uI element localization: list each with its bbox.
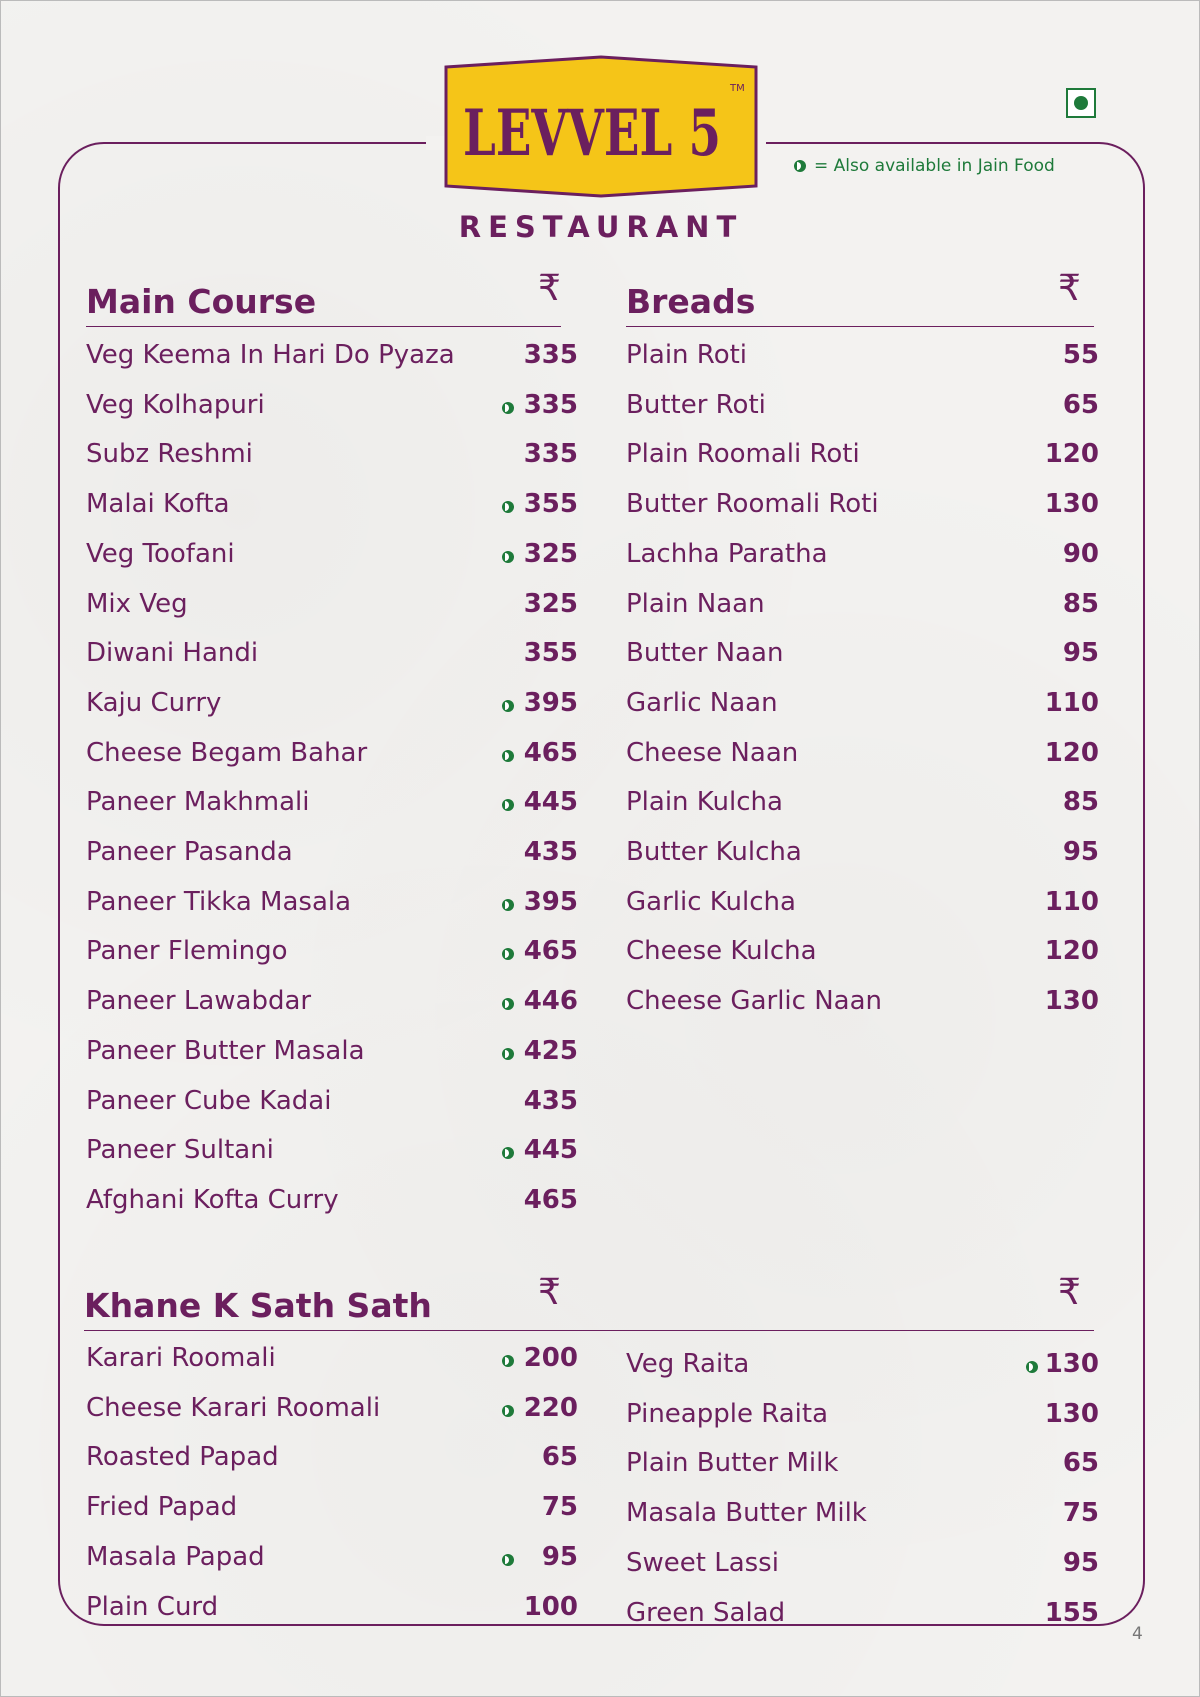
menu-item-name: Sweet Lassi [626,1547,779,1578]
page-number: 4 [1132,1624,1143,1644]
menu-item-name: Cheese Begam Bahar [86,737,368,768]
menu-item-name: Paneer Butter Masala [86,1035,365,1066]
menu-item-price: 95 [1062,1547,1099,1578]
menu-item-price: 100 [523,1591,578,1622]
menu-item-name: Butter Roti [626,389,766,420]
menu-item-price: 120 [1044,737,1099,768]
menu-item-price: 465 [523,1184,578,1215]
menu-item-price: 435 [523,837,578,867]
menu-item-name: Paner Flemingo [86,936,288,967]
menu-item-name: Veg Raita [626,1349,750,1379]
menu-item-name: Paneer Tikka Masala [86,886,352,917]
menu-item-price: 65 [1062,389,1099,420]
menu-item-name: Mix Veg [86,588,188,619]
menu-item-price: 95 [1062,638,1099,669]
jain-icon [502,1405,514,1417]
jain-icon [502,551,514,563]
menu-item-price: 200 [523,1343,578,1373]
menu-item-name: Butter Kulcha [626,837,802,867]
menu-item-price: 155 [1044,1597,1099,1628]
jain-icon [502,700,514,712]
menu-item-name: Butter Roomali Roti [626,489,879,520]
menu-item-name: Veg Toofani [86,538,235,569]
jain-icon [502,501,514,513]
menu-item-name: Malai Kofta [86,489,230,520]
menu-item-price: 120 [1044,439,1099,470]
menu-item-price: 95 [1062,837,1099,867]
menu-item-price: 130 [1044,1349,1099,1379]
divider [626,326,1094,327]
jain-icon [502,1355,514,1367]
rupee-icon: ₹ [1058,1272,1081,1313]
menu-item-price: 445 [523,787,578,818]
menu-item-name: Cheese Karari Roomali [86,1392,381,1423]
menu-item-name: Veg Keema In Hari Do Pyaza [86,340,455,370]
menu-item-name: Masala Papad [86,1541,265,1572]
menu-item-price: 445 [523,1135,578,1166]
jain-icon [502,402,514,414]
menu-item-name: Masala Butter Milk [626,1498,867,1529]
menu-item-name: Paneer Sultani [86,1135,274,1166]
menu-item-price: 325 [523,538,578,569]
rupee-icon: ₹ [538,268,561,309]
menu-item-name: Plain Roomali Roti [626,439,860,470]
menu-item-price: 130 [1044,489,1099,520]
jain-icon [502,998,514,1010]
brand-logo [442,55,760,198]
menu-item-name: Diwani Handi [86,638,259,669]
menu-item-price: 130 [1044,1398,1099,1429]
menu-item-name: Garlic Kulcha [626,886,796,917]
menu-item-name: Paneer Makhmali [86,787,310,818]
jain-icon [1026,1361,1038,1373]
menu-item-name: Veg Kolhapuri [86,389,265,420]
menu-item-name: Cheese Naan [626,737,799,768]
menu-item-price: 425 [523,1035,578,1066]
menu-item-price: 465 [523,737,578,768]
menu-item-name: Paneer Lawabdar [86,986,312,1017]
menu-item-price: 395 [523,886,578,917]
menu-item-price: 335 [523,340,578,370]
menu-item-name: Kaju Curry [86,687,222,718]
menu-item-price: 335 [523,439,578,470]
veg-symbol-icon [1066,88,1096,118]
jain-icon [794,160,806,172]
menu-item-price: 355 [523,489,578,520]
section-title-khane-k-sath-sath: Khane K Sath Sath [84,1286,432,1325]
menu-item-name: Karari Roomali [86,1343,276,1373]
section-title-breads: Breads [626,282,756,321]
menu-item-price: 335 [523,389,578,420]
rupee-icon: ₹ [538,1272,561,1313]
menu-item-name: Pineapple Raita [626,1398,829,1429]
menu-item-price: 110 [1044,687,1099,718]
menu-item-price: 325 [523,588,578,619]
jain-icon [502,750,514,762]
menu-item-name: Green Salad [626,1597,786,1628]
menu-item-name: Subz Reshmi [86,439,253,470]
menu-item-price: 130 [1044,986,1099,1017]
menu-item-name: Cheese Garlic Naan [626,986,883,1017]
menu-item-price: 446 [523,986,578,1017]
menu-item-price: 75 [541,1492,578,1523]
menu-item-price: 220 [523,1392,578,1423]
menu-item-price: 435 [523,1085,578,1116]
menu-item-price: 85 [1062,787,1099,818]
menu-item-name: Paneer Pasanda [86,837,293,867]
jain-legend-text: = Also available in Jain Food [814,156,1055,176]
menu-item-price: 110 [1044,886,1099,917]
menu-item-name: Garlic Naan [626,687,778,718]
jain-icon [502,899,514,911]
menu-item-price: 65 [541,1442,578,1473]
menu-item-name: Plain Kulcha [626,787,783,818]
menu-item-name: Plain Naan [626,588,765,619]
restaurant-label: RESTAURANT [458,210,744,244]
menu-item-price: 65 [1062,1448,1099,1479]
menu-item-name: Plain Curd [86,1591,219,1622]
divider [86,326,561,327]
menu-item-price: 395 [523,687,578,718]
menu-item-name: Afghani Kofta Curry [86,1184,339,1215]
menu-item-price: 85 [1062,588,1099,619]
menu-item-price: 355 [523,638,578,669]
menu-item-price: 90 [1062,538,1099,569]
menu-item-name: Plain Butter Milk [626,1448,839,1479]
menu-item-price: 75 [1062,1498,1099,1529]
menu-item-price: 55 [1062,340,1099,370]
menu-item-price: 120 [1044,936,1099,967]
menu-item-name: Plain Roti [626,340,748,370]
menu-item-name: Paneer Cube Kadai [86,1085,332,1116]
menu-item-name: Butter Naan [626,638,784,669]
menu-item-name: Fried Papad [86,1492,238,1523]
menu-item-name: Lachha Paratha [626,538,828,569]
trademark: TM [730,83,745,94]
rupee-icon: ₹ [1058,268,1081,309]
section-title-main-course: Main Course [86,282,317,321]
menu-item-name: Cheese Kulcha [626,936,817,967]
jain-icon [502,1554,514,1566]
brand-logo-text: LEVVEL 5 [463,96,721,171]
menu-item-name: Roasted Papad [86,1442,279,1473]
jain-icon [502,1048,514,1060]
menu-item-price: 465 [523,936,578,967]
divider [84,1330,1094,1331]
menu-item-price: 95 [541,1541,578,1572]
jain-legend [794,156,1055,176]
